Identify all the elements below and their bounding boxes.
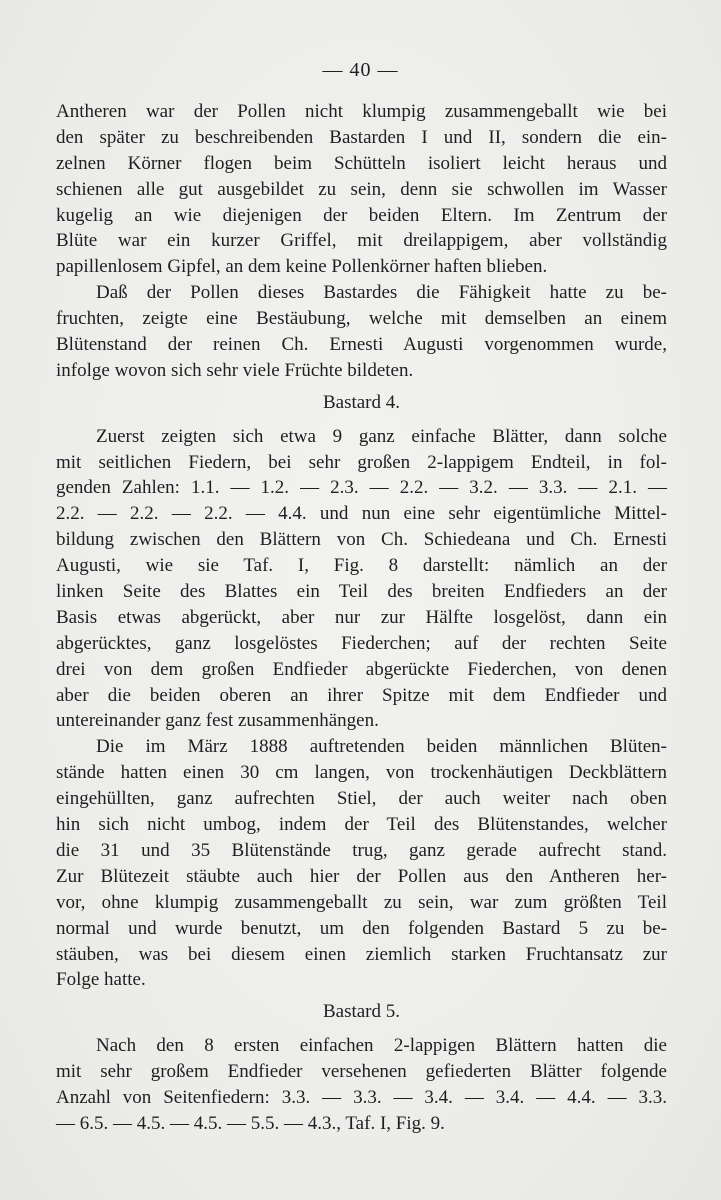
body-text (56, 99, 667, 1137)
text-line: hin sich nicht umbog, indem der Teil des Blütenstandes, welcher (56, 814, 667, 836)
text-line: papillenlosem Gipfel, an dem keine Pollenkörner haften blieben. (56, 256, 548, 278)
text-line: zelnen Körner flogen beim Schütteln isoliert leicht heraus und (56, 152, 667, 174)
paragraph-4 (56, 734, 667, 993)
paragraph-5 (56, 1033, 667, 1137)
text-line: mit sehr großem Endfieder versehenen gefiederten Blätter folgende (56, 1061, 667, 1083)
paragraph-1 (56, 99, 667, 280)
text-line: normal und wurde benutzt, um den folgenden Bastard 5 zu be- (56, 917, 667, 939)
text-line: bildung zwischen den Blättern von Ch. Schiedeana und Ch. Ernesti (56, 529, 667, 551)
text-line: fruchten, zeigte eine Bestäubung, welche mit demselben an einem (56, 308, 667, 330)
paragraph-3 (56, 424, 667, 735)
text-line: Die im März 1888 auftretenden beiden männlichen Blüten- (96, 736, 667, 758)
text-line: stäuben, was bei diesem einen ziemlich starken Fruchtansatz zur (56, 943, 667, 965)
text-line: genden Zahlen: 1.1. — 1.2. — 2.3. — 2.2. — 3.2. — 3.3. — 2.1. — (56, 477, 667, 499)
text-line: Antheren war der Pollen nicht klumpig zusammengeballt wie bei (56, 101, 667, 122)
text-line: die 31 und 35 Blütenstände trug, ganz gerade aufrecht stand. (56, 839, 667, 861)
text-line: Anzahl von Seitenfiedern: 3.3. — 3.3. — 3.4. — 3.4. — 4.4. — 3.3. (56, 1086, 667, 1108)
text-line: vor, ohne klumpig zusammengeballt zu sein, war zum größten Teil (56, 891, 667, 913)
section-heading-bastard-4: Bastard 4. (322, 391, 401, 413)
text-line: infolge wovon sich sehr viele Früchte bildeten. (56, 359, 414, 381)
text-line: Blüte war ein kurzer Griffel, mit dreilappigem, aber vollständig (56, 230, 667, 252)
text-line: eingehüllten, ganz aufrechten Stiel, der auch weiter nach oben (56, 788, 667, 810)
text-line: schienen alle gut ausgebildet zu sein, denn sie schwollen im Wasser (56, 178, 667, 200)
text-line: Zur Blütezeit stäubte auch hier der Pollen aus den Antheren her- (56, 865, 667, 887)
text-line: Folge hatte. (56, 969, 146, 991)
text-line: den später zu beschreibenden Bastarden I und II, sondern die ein- (56, 126, 667, 148)
text-line: stände hatten einen 30 cm langen, von trockenhäutigen Deckblättern (56, 762, 667, 784)
text-line: Blütenstand der reinen Ch. Ernesti Augusti vorgenommen wurde, (56, 334, 667, 356)
text-line: untereinander ganz fest zusammenhängen. (56, 710, 379, 732)
text-line: drei von dem großen Endfieder abgerückte Fiederchen, von denen (56, 658, 667, 680)
paragraph-2 (56, 280, 667, 384)
text-line: mit seitlichen Fiedern, bei sehr großen 2-lappigem Endteil, in fol- (56, 451, 667, 473)
text-line: Daß der Pollen dieses Bastardes die Fähigkeit hatte zu be- (96, 282, 667, 304)
text-line: — 6.5. — 4.5. — 4.5. — 5.5. — 4.3., Taf. I, Fig. 9. (56, 1112, 445, 1134)
text-line: Augusti, wie sie Taf. I, Fig. 8 darstellt: nämlich an der (56, 555, 667, 577)
section-heading-bastard-5: Bastard 5. (322, 1001, 401, 1023)
text-line: linken Seite des Blattes ein Teil des breiten Endfieders an der (56, 581, 667, 603)
page-number: — 40 — (322, 59, 399, 81)
text-line: abgerücktes, ganz losgelöstes Fiederchen; auf der rechten Seite (56, 632, 667, 654)
text-line: Nach den 8 ersten einfachen 2-lappigen Blättern hatten die (96, 1035, 667, 1057)
text-line: Zuerst zeigten sich etwa 9 ganz einfache Blätter, dann solche (96, 425, 667, 447)
text-line: 2.2. — 2.2. — 2.2. — 4.4. und nun eine sehr eigentümliche Mittel- (56, 503, 667, 525)
text-line: Basis etwas abgerückt, aber nur zur Hälfte losgelöst, dann ein (56, 606, 667, 628)
text-line: aber die beiden oberen an ihrer Spitze mit dem Endfieder und (56, 684, 667, 706)
text-line: kugelig an wie diejenigen der beiden Eltern. Im Zentrum der (56, 204, 667, 226)
